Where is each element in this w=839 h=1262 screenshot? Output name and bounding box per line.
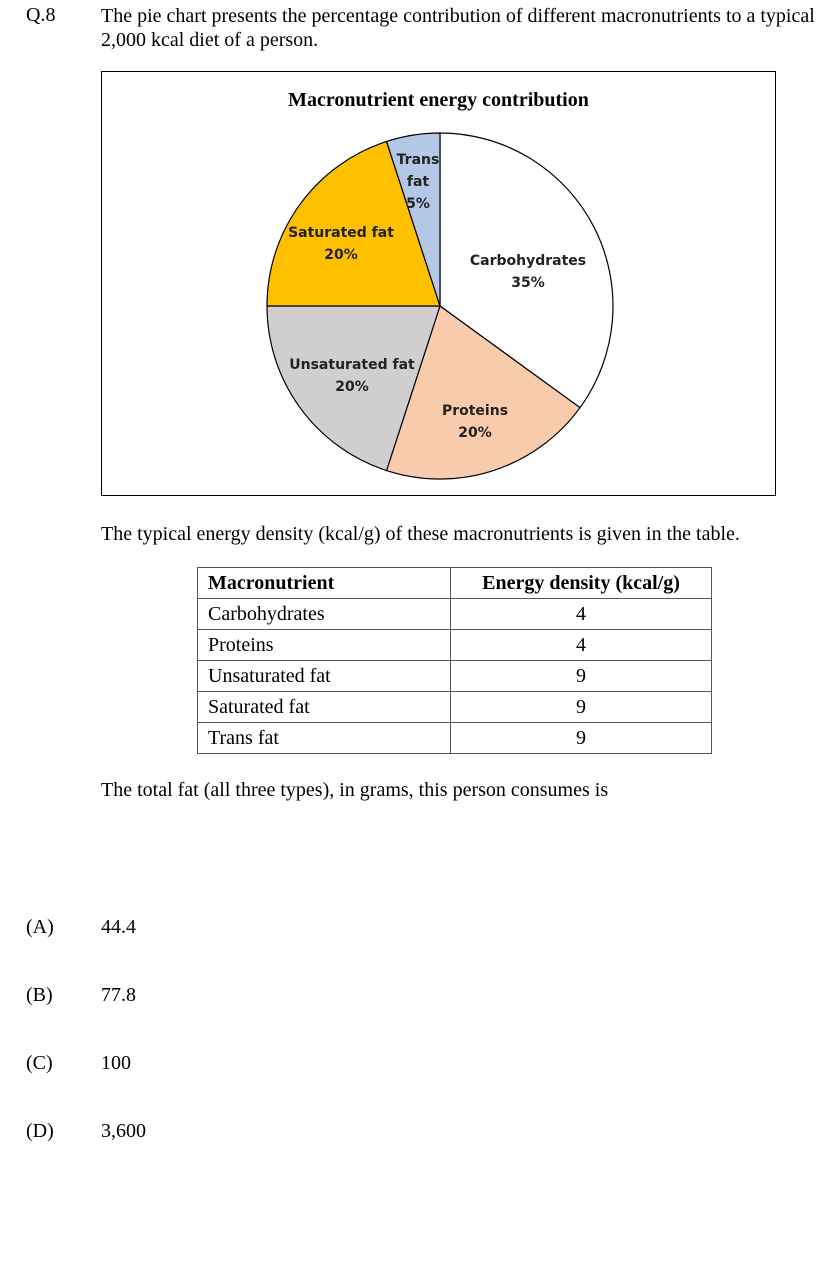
slice-label-carbohydrates: Carbohydrates 35% bbox=[469, 253, 587, 291]
table-header-row bbox=[198, 568, 712, 599]
option-value: 100 bbox=[101, 1052, 131, 1074]
option-value: 3,600 bbox=[101, 1120, 146, 1142]
table-row bbox=[198, 599, 712, 630]
row-value: 9 bbox=[451, 692, 712, 723]
slice-label-proteins: Proteins 20% bbox=[441, 403, 509, 441]
slice-label-trans-fat: Trans fat 5% bbox=[396, 152, 440, 212]
table-row bbox=[198, 630, 712, 661]
row-name: Carbohydrates bbox=[198, 599, 451, 630]
table-row bbox=[198, 723, 712, 754]
row-value: 9 bbox=[451, 723, 712, 754]
question-prompt: The total fat (all three types), in grams, this person consumes is bbox=[101, 779, 609, 801]
pie-chart-frame bbox=[101, 71, 776, 496]
table-row bbox=[198, 661, 712, 692]
row-value: 4 bbox=[451, 630, 712, 661]
option-label: (D) bbox=[26, 1120, 54, 1142]
pie-chart bbox=[102, 72, 777, 497]
slice-label-saturated-fat: Saturated fat 20% bbox=[288, 225, 394, 263]
table-intro: The typical energy density (kcal/g) of these macronutrients is given in the table. bbox=[101, 523, 740, 545]
option-d[interactable] bbox=[26, 1120, 146, 1143]
row-name: Unsaturated fat bbox=[198, 661, 451, 692]
row-value: 9 bbox=[451, 661, 712, 692]
slice-label-unsaturated-fat: Unsaturated fat 20% bbox=[289, 357, 415, 395]
table-row bbox=[198, 692, 712, 723]
row-name: Saturated fat bbox=[198, 692, 451, 723]
option-label: (A) bbox=[26, 916, 54, 938]
chart-title: Macronutrient energy contribution bbox=[288, 89, 589, 111]
row-name: Proteins bbox=[198, 630, 451, 661]
option-value: 44.4 bbox=[101, 916, 136, 938]
header-energy-density: Energy density (kcal/g) bbox=[451, 568, 712, 599]
option-value: 77.8 bbox=[101, 984, 136, 1006]
question-number: Q.8 bbox=[26, 4, 56, 26]
option-c[interactable] bbox=[26, 1052, 131, 1075]
row-value: 4 bbox=[451, 599, 712, 630]
energy-density-table bbox=[197, 567, 712, 754]
question-text: The pie chart presents the percentage contribution of different macronutrients to a typical 2,000 kcal diet of a person. bbox=[101, 5, 815, 51]
row-name: Trans fat bbox=[198, 723, 451, 754]
option-a[interactable] bbox=[26, 916, 136, 939]
option-label: (B) bbox=[26, 984, 53, 1006]
option-label: (C) bbox=[26, 1052, 53, 1074]
option-b[interactable] bbox=[26, 984, 136, 1007]
header-macronutrient: Macronutrient bbox=[198, 568, 451, 599]
